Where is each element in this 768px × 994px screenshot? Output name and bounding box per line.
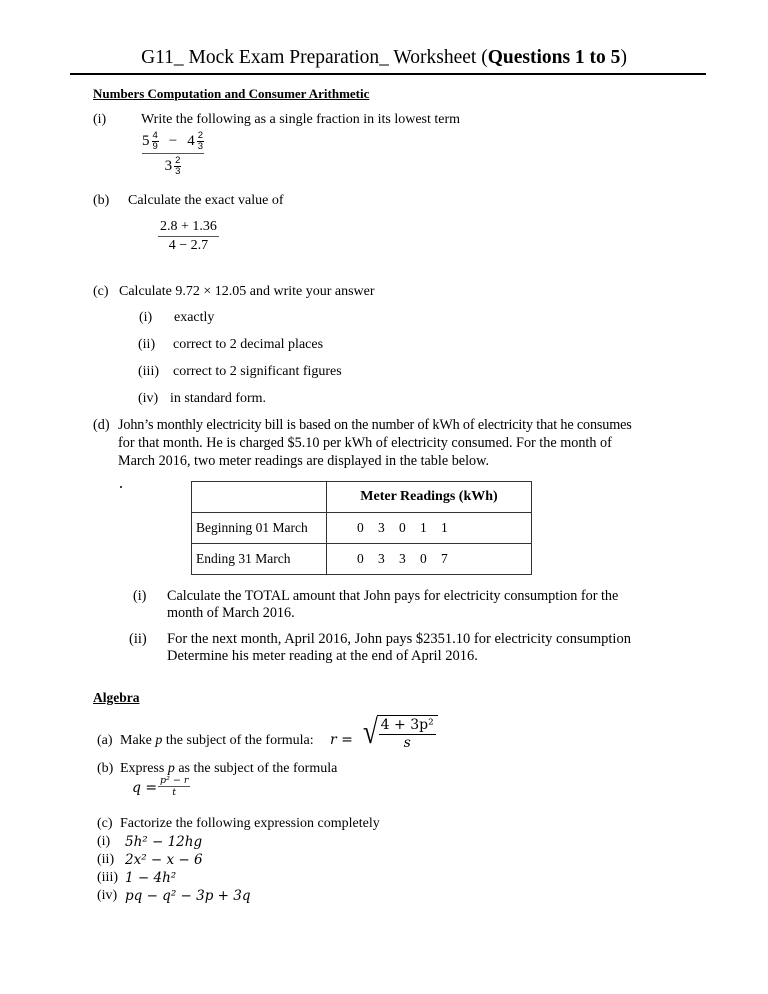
algebra-b-fraction xyxy=(158,775,190,798)
digit: 1 xyxy=(420,520,427,535)
question-i-label: (i) xyxy=(93,112,107,127)
question-i-text: Write the following as a single fraction in its lowest term xyxy=(141,112,461,127)
whole-a: 5 xyxy=(142,133,150,149)
question-d-line-2: for that month. He is charged $5.10 per kWh of electricity consumed. For the month of xyxy=(118,435,612,451)
question-c-part-ii-text: correct to 2 decimal places xyxy=(173,337,324,352)
digit: 1 xyxy=(441,520,448,535)
digit: 3 xyxy=(378,551,385,566)
table-corner-cell xyxy=(192,482,327,513)
algebra-c-part-iii-label: (iii) xyxy=(97,870,118,885)
den-b: 3 xyxy=(197,141,204,152)
algebra-b-label: (b) xyxy=(97,761,114,776)
mixed-number-a xyxy=(142,131,159,152)
question-d-part-i-label: (i) xyxy=(133,588,147,604)
row-label: Beginning 01 March xyxy=(192,513,327,544)
title-suffix: ) xyxy=(620,47,627,68)
stray-dot xyxy=(120,486,122,488)
digit: 0 xyxy=(399,520,406,535)
mixed-number-b xyxy=(187,131,204,152)
radicand-denominator: s xyxy=(403,735,411,751)
mixed-number-c xyxy=(165,156,182,177)
table-row xyxy=(192,513,532,544)
algebra-a-label: (a) xyxy=(97,733,113,748)
question-d-line-3: March 2016, two meter readings are displayed in the table below. xyxy=(118,453,489,469)
digit: 0 xyxy=(357,551,364,566)
text-before: Express xyxy=(120,761,168,776)
text-after: the subject of the formula: xyxy=(162,733,314,748)
header-divider xyxy=(70,73,706,75)
table-row xyxy=(192,544,532,575)
fraction-numerator: 2.8 + 1.36 xyxy=(158,218,219,237)
question-d-part-ii-line-2: Determine his meter reading at the end of April 2016. xyxy=(167,648,478,664)
text-after: as the subject of the formula xyxy=(174,761,338,776)
row-digits xyxy=(327,513,532,544)
question-b-fraction xyxy=(158,218,219,255)
radical-sign-icon: √ xyxy=(362,714,378,751)
num-b: 2 xyxy=(197,130,204,141)
question-b-text: Calculate the exact value of xyxy=(128,193,284,208)
den-c: 3 xyxy=(175,166,181,177)
den-a: 9 xyxy=(152,141,158,152)
algebra-c-part-iv-label: (iv) xyxy=(97,888,118,903)
digit: 3 xyxy=(399,551,406,566)
digit: 0 xyxy=(357,520,364,535)
question-i-expression xyxy=(142,131,204,177)
title-bold-text: Questions 1 to 5 xyxy=(487,47,621,68)
digit: 7 xyxy=(441,551,448,566)
algebra-c-text: Factorize the following expression completely xyxy=(120,816,380,831)
algebra-section-heading: Algebra xyxy=(93,690,140,705)
question-c-part-i-text: exactly xyxy=(174,310,215,325)
title-text: G11_ Mock Exam Preparation_ Worksheet ( xyxy=(141,47,488,68)
row-digits xyxy=(327,544,532,575)
algebra-c-part-ii-expr: 2x² − x − 6 xyxy=(125,852,203,868)
algebra-c-part-iv-expr: pq − q² − 3p + 3q xyxy=(125,888,251,904)
square-root-expression xyxy=(361,715,438,752)
question-d-label: (d) xyxy=(93,417,110,433)
question-d-part-ii-line-1: For the next month, April 2016, John pays $2351.10 for electricity consumption xyxy=(167,631,631,647)
whole-c: 3 xyxy=(164,158,173,174)
question-c-text: Calculate 9.72 × 12.05 and write your answer xyxy=(119,284,375,299)
meter-readings-table xyxy=(191,481,532,575)
fraction-numerator: p² − r xyxy=(160,775,189,786)
algebra-b-lhs: q = xyxy=(132,780,158,796)
question-d-part-i-line-1: Calculate the TOTAL amount that John pays for electricity consumption for the xyxy=(167,588,619,604)
algebra-a-text xyxy=(120,732,314,750)
variable-p: p xyxy=(167,761,175,776)
digit: 3 xyxy=(378,520,385,535)
algebra-b-text xyxy=(120,760,337,778)
question-d-line-1: John’s monthly electricity bill is based on the number of kWh of electricity that he consumes xyxy=(118,417,632,433)
question-c-label: (c) xyxy=(93,284,109,299)
num-a: 4 xyxy=(152,130,158,141)
whole-b: 4 xyxy=(187,133,195,149)
question-c-part-iii-text: correct to 2 significant figures xyxy=(173,364,342,379)
algebra-c-part-iii-expr: 1 − 4h² xyxy=(125,870,177,886)
question-b-label: (b) xyxy=(93,193,110,208)
fraction-denominator: t xyxy=(172,787,177,798)
numbers-section-heading: Numbers Computation and Consumer Arithmetic xyxy=(93,86,370,101)
digit: 0 xyxy=(420,551,427,566)
question-c-part-iv-label: (iv) xyxy=(138,391,159,406)
minus-sign: − xyxy=(168,133,178,149)
question-d-part-i-line-2: month of March 2016. xyxy=(167,605,295,621)
num-c: 2 xyxy=(175,155,181,166)
page-title xyxy=(0,46,768,70)
algebra-a-lhs: r = xyxy=(330,732,353,748)
algebra-c-part-i-label: (i) xyxy=(97,834,111,849)
text-before: Make xyxy=(120,733,156,748)
variable-p: p xyxy=(155,733,163,748)
fraction-denominator: 4 − 2.7 xyxy=(168,238,209,253)
radicand-numerator: 4 + 3p² xyxy=(380,717,434,733)
algebra-c-part-ii-label: (ii) xyxy=(97,852,115,867)
question-c-part-iv-text: in standard form. xyxy=(170,391,267,406)
row-label: Ending 31 March xyxy=(192,544,327,575)
algebra-c-label: (c) xyxy=(97,816,113,831)
algebra-c-part-i-expr: 5h² − 12hg xyxy=(125,834,203,850)
question-c-part-i-label: (i) xyxy=(139,310,153,325)
table-header-row xyxy=(192,482,532,513)
question-c-part-iii-label: (iii) xyxy=(138,364,159,379)
table-header-cell: Meter Readings (kWh) xyxy=(327,482,532,513)
question-c-part-ii-label: (ii) xyxy=(138,337,156,352)
question-d-part-ii-label: (ii) xyxy=(129,631,147,647)
